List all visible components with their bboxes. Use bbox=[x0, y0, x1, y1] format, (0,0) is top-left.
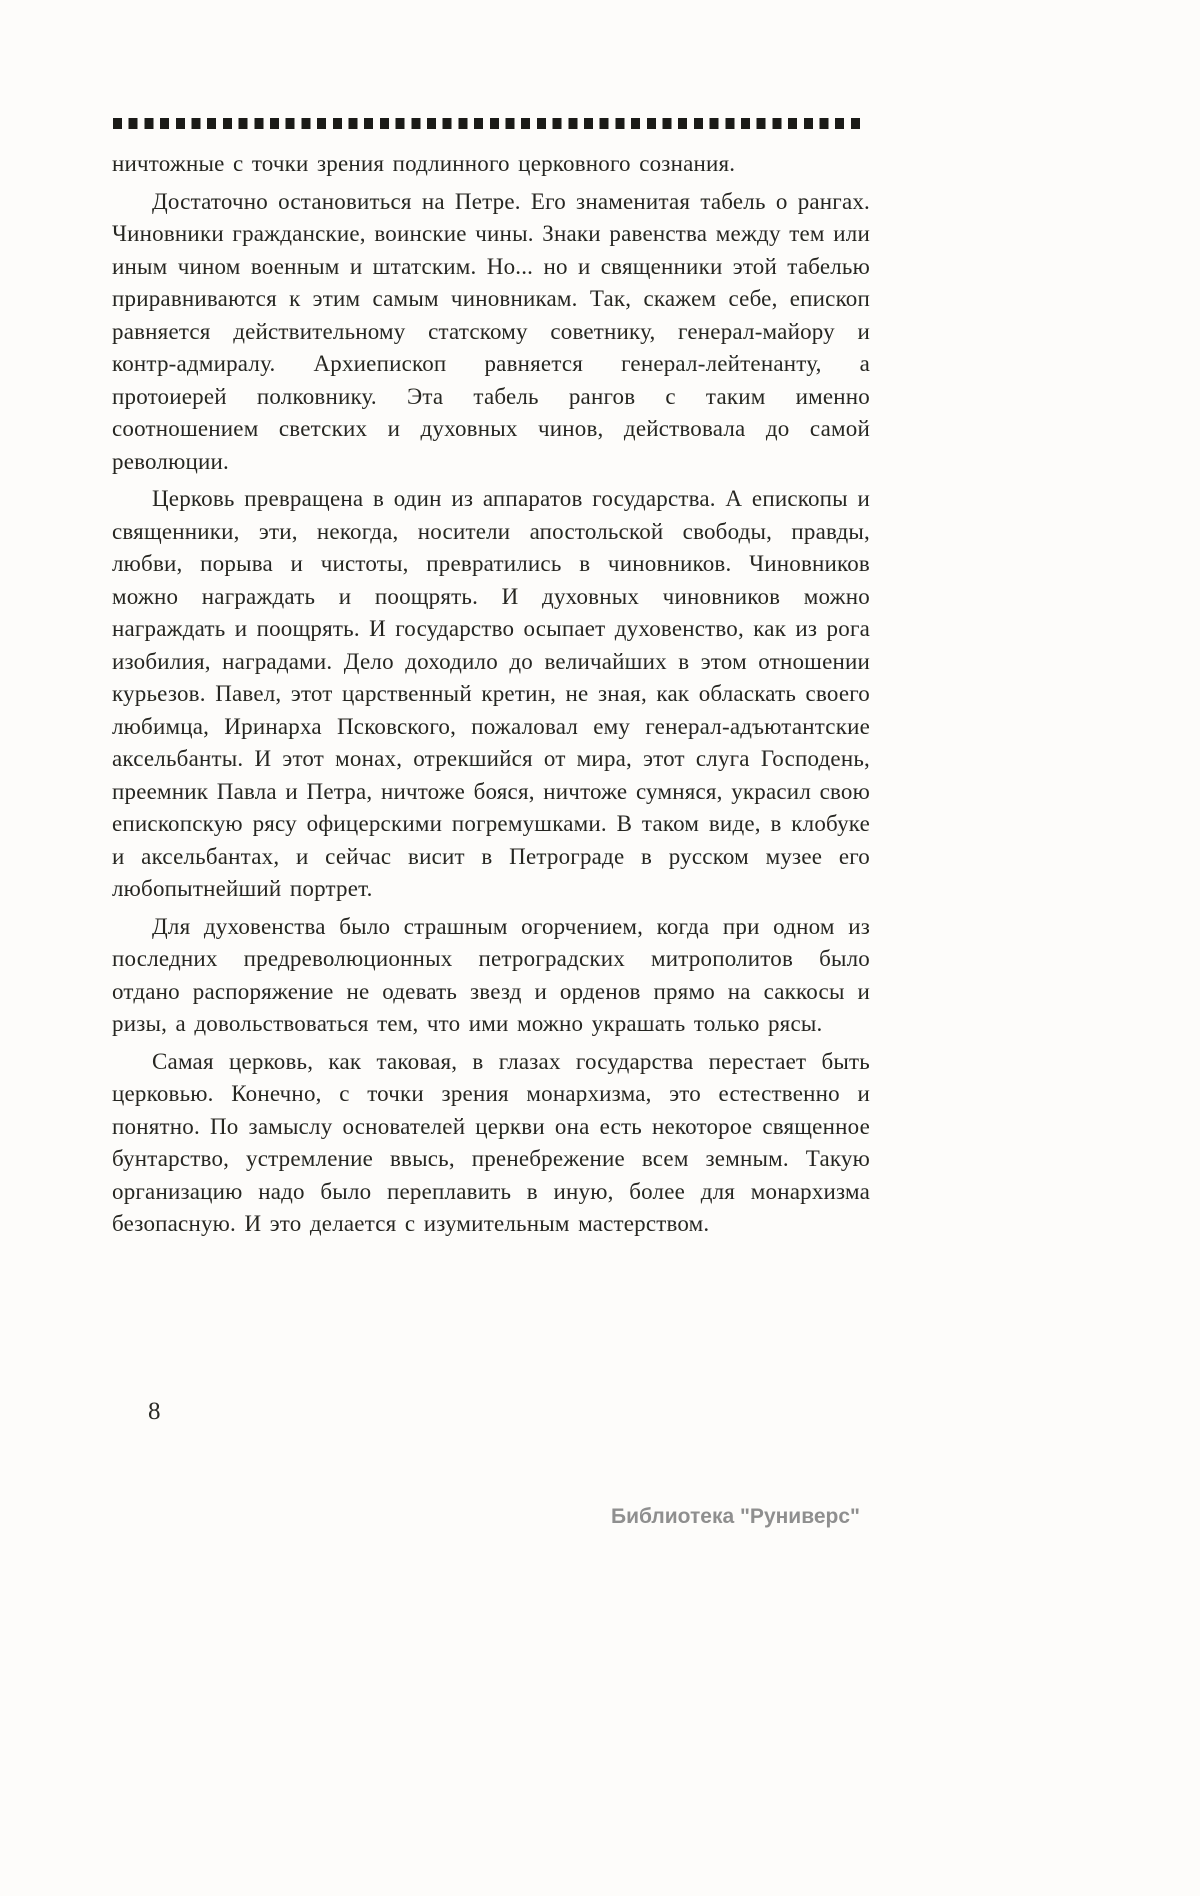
ornament-border bbox=[113, 118, 865, 129]
paragraph: ничтожные с точки зрения подлинного церковного сознания. bbox=[112, 151, 736, 176]
library-watermark: Библиотека "Руниверс" bbox=[610, 1505, 860, 1528]
paragraph: Для духовенства было страшным огорчением, когда при одном из последних предреволюционных петроградских митрополитов было отдано распоряжение не одевать звезд и орденов прямо на саккосы и ризы, а довольствоваться тем, что ими можно украшать только рясы. bbox=[112, 913, 870, 1036]
paragraph: Самая церковь, как таковая, в глазах государства перестает быть церковью. Конечно, с точки зрения монархизма, это естественно и понятно. По замыслу основателей церкви она есть некоторое священное бунтарство, устремление ввысь, пренебрежение всем земным. Такую организацию надо было переплавить в иную, более для монархизма безопасную. И это делается с изумительным мастерством. bbox=[112, 1048, 870, 1236]
paragraph: Достаточно остановиться на Петре. Его знаменитая табель о рангах. Чиновники гражданские, воинские чины. Знаки равенства между тем или иным чином военным и штатским. Но... но и священники этой табелью приравниваются к этим самым чиновникам. Так, скажем себе, епископ равняется действительному статскому советнику, генерал-майору и контр-адмиралу. Архиепископ равняется генерал-лейтенанту, а протоиерей полковнику. Эта табель рангов с таким именно соотношением светских и духовных чинов, действовала до самой революции. bbox=[112, 188, 870, 474]
page-text bbox=[112, 148, 870, 1246]
page-number: 8 bbox=[148, 1398, 161, 1425]
paragraph: Церковь превращена в один из аппаратов государства. А епископы и священники, эти, некогда, носители апостольской свободы, правды, любви, порыва и чистоты, превратились в чиновников. Чиновников можно награждать и поощрять. И духовных чиновников можно награждать и поощрять. И государство осыпает духовенство, как из рога изобилия, наградами. Дело доходило до величайших в этом отношении курьезов. Павел, этот царственный кретин, не зная, как обласкать своего любимца, Иринарха Псковского, пожаловал ему генерал-адъютантские аксельбанты. И этот монах, отрекшийся от мира, этот слуга Господень, преемник Павла и Петра, ничтоже бояся, ничтоже сумняся, украсил свою епископскую рясу офицерскими погремушками. В таком виде, в клобуке и аксельбантах, и сейчас висит в Петрограде в русском музее его любопытнейший портрет. bbox=[112, 486, 870, 901]
